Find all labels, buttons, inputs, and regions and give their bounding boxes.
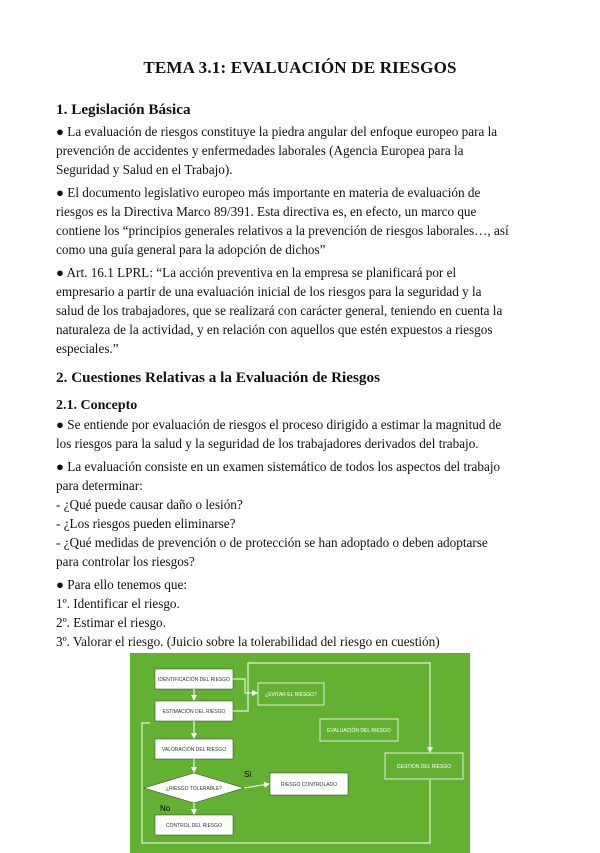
section-2-heading: 2. Cuestiones Relativas a la Evaluación de Riesgos	[56, 369, 381, 386]
box-label: EVALUACIÓN DEL RIESGO	[327, 728, 391, 734]
text-line: 3º. Valorar el riesgo. (Juicio sobre la tolerabilidad del riesgo en cuestión)	[56, 634, 440, 649]
paragraph	[56, 263, 546, 358]
text-line: - ¿Los riesgos pueden eliminarse?	[56, 516, 236, 531]
box-control	[155, 815, 233, 835]
text-line: como una guía general para la adopción de dichos”	[56, 242, 326, 257]
section-1-heading: 1. Legislación Básica	[56, 101, 191, 118]
page-title: TEMA 3.1: EVALUACIÓN DE RIESGOS	[143, 58, 457, 77]
risk-evaluation-flowchart	[130, 653, 470, 853]
no-label: No	[160, 804, 171, 813]
box-identificacion	[155, 669, 233, 689]
box-label: ¿EVITAR EL RIESGO?	[265, 692, 317, 698]
text-line: ● Se entiende por evaluación de riesgos el proceso dirigido a estimar la magnitud de	[56, 417, 502, 432]
text-line: ● Para ello tenemos que:	[56, 577, 188, 592]
text-line: ● La evaluación consiste en un examen sistemático de todos los aspectos del trabajo	[56, 459, 501, 474]
yes-label: Si	[244, 770, 252, 779]
text-line: - ¿Qué medidas de prevención o de protección se han adoptado o deben adoptarse	[56, 535, 488, 550]
document-body	[56, 100, 546, 655]
box-gestion	[385, 753, 463, 779]
text-line: ● La evaluación de riesgos constituye la piedra angular del enfoque europeo para la	[56, 124, 498, 139]
text-line: para controlar los riesgos?	[56, 554, 195, 569]
paragraph	[56, 575, 546, 651]
box-evaluacion	[320, 719, 398, 741]
text-line: - ¿Qué puede causar daño o lesión?	[56, 497, 243, 512]
decision-diamond	[144, 773, 244, 803]
paragraph	[56, 122, 546, 179]
box-label: GESTIÓN DEL RIESGO	[396, 764, 452, 770]
text-line: riesgos es la Directiva Marco 89/391. Esta directiva es, en efecto, un marco que	[56, 204, 477, 219]
box-label: CONTROL DEL RIESGO	[165, 823, 223, 829]
text-line: naturaleza de la actividad, y en relación con aquellos que estén expuestos a riesgos	[56, 322, 493, 337]
text-line: 2º. Estimar el riesgo.	[56, 615, 166, 630]
text-line: empresario a partir de una evaluación inicial de los riesgos para la seguridad y la	[56, 284, 482, 299]
text-line: especiales.”	[56, 341, 119, 356]
paragraph	[56, 415, 546, 453]
text-line: ● El documento legislativo europeo más importante en materia de evaluación de	[56, 185, 481, 200]
box-eliminar	[258, 683, 324, 705]
text-line: contiene los “principios generales relativos a la prevención de riesgos laborales…, así	[56, 223, 509, 238]
box-label: ESTIMACIÓN DEL RIESGO	[162, 709, 226, 715]
box-label: VALORACIÓN DEL RIESGO	[161, 747, 227, 753]
box-riesgo-controlado	[270, 773, 348, 795]
text-line: Seguridad y Salud en el Trabajo).	[56, 162, 233, 177]
text-line: los riesgos para la salud y la seguridad de los trabajadores derivados del trabajo.	[56, 436, 479, 451]
subsection-2-1-heading: 2.1. Concepto	[56, 398, 138, 413]
box-label: IDENTIFICACIÓN DEL RIESGO	[157, 677, 231, 683]
box-label: ¿RIESGO TOLERABLE?	[166, 786, 222, 792]
text-line: salud de los trabajadores, que se realizará con carácter general, teniendo en cuenta la	[56, 303, 503, 318]
text-line: prevención de accidentes y enfermedades laborales (Agencia Europea para la	[56, 143, 464, 158]
text-line: ● Art. 16.1 LPRL: “La acción preventiva en la empresa se planificará por el	[56, 265, 457, 280]
box-label: RIESGO CONTROLADO	[280, 782, 338, 788]
paragraph	[56, 183, 546, 259]
box-valoracion	[155, 739, 233, 759]
box-estimacion	[155, 701, 233, 721]
text-line: 1º. Identificar el riesgo.	[56, 596, 180, 611]
paragraph	[56, 457, 546, 571]
text-line: para determinar:	[56, 478, 143, 493]
